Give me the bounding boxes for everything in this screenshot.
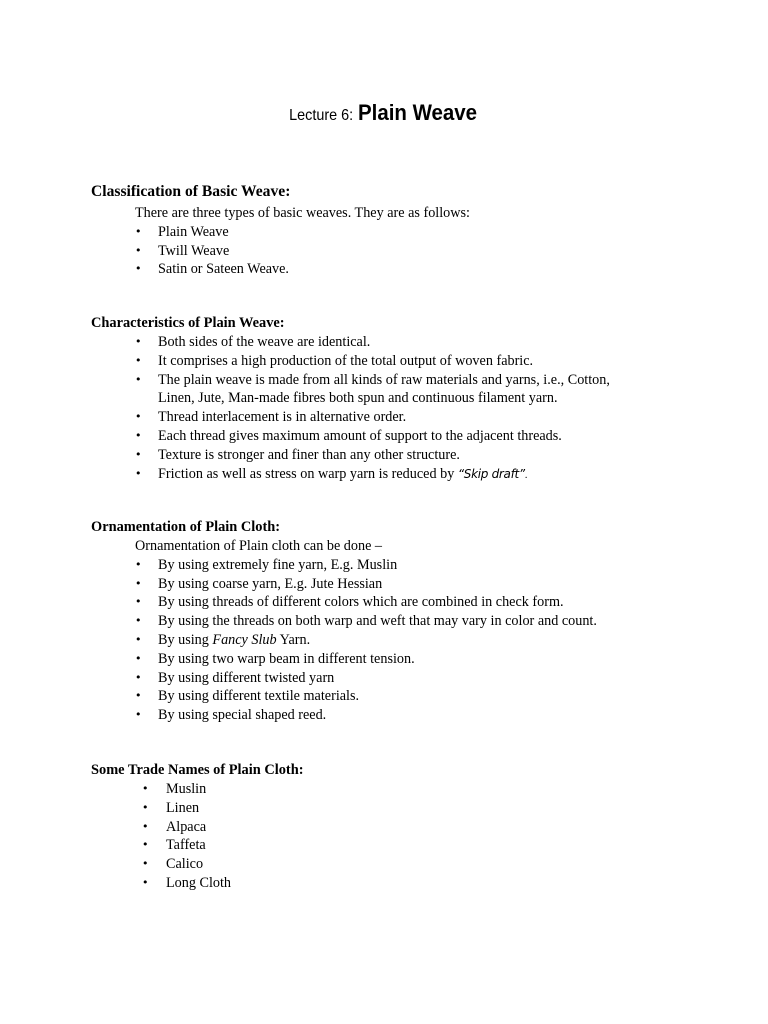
list-item: • Plain Weave [91, 223, 711, 242]
title-main: Plain Weave [357, 100, 477, 125]
list-item: • By using extremely fine yarn, E.g. Muslin [91, 556, 711, 575]
characteristics-section [91, 314, 711, 485]
ornamentation-heading: Ornamentation of Plain Cloth: [91, 519, 281, 535]
list-item: • By using two warp beam in different tension. [91, 650, 711, 669]
fancy-slub-emphasis: Fancy Slub [212, 631, 277, 648]
ornamentation-intro: Ornamentation of Plain cloth can be done – [135, 538, 383, 554]
classification-section [91, 183, 711, 279]
ornamentation-section [91, 518, 711, 725]
list-item: • By using the threads on both warp and weft that may vary in color and count. [91, 612, 711, 631]
list-item: • Taffeta [91, 836, 711, 855]
list-item: • Muslin [91, 780, 711, 799]
page-title [0, 100, 768, 126]
list-item: • By using different textile materials. [91, 687, 711, 706]
list-item: • Both sides of the weave are identical. [91, 333, 711, 352]
list-item: • It comprises a high production of the total output of woven fabric. [91, 352, 711, 371]
list-item: • The plain weave is made from all kinds of raw materials and yarns, i.e., Cotton, Linen, Jute, Man-made fibres both spun and continuous filament yarn. [91, 371, 648, 409]
list-item [91, 465, 711, 486]
list-item: • Twill Weave [91, 242, 711, 261]
list-item-text: By using [158, 631, 213, 648]
list-item: • Thread interlacement is in alternative order. [91, 408, 711, 427]
trade-names-section [91, 761, 711, 893]
list-item: • Alpaca [91, 818, 711, 837]
characteristics-list [91, 333, 711, 485]
ornamentation-list [91, 556, 711, 725]
list-item: • Calico [91, 855, 711, 874]
classification-list [91, 223, 711, 279]
list-item: • Long Cloth [91, 874, 711, 893]
list-item-end: . [524, 469, 528, 481]
list-item [91, 631, 711, 650]
list-item: • Satin or Sateen Weave. [91, 260, 711, 279]
list-item-text: Friction as well as stress on warp yarn is reduced by [158, 465, 458, 482]
trade-names-list [91, 780, 711, 893]
skip-draft-emphasis: “Skip draft” [457, 466, 525, 481]
classification-intro: There are three types of basic weaves. They are as follows: [135, 205, 470, 221]
characteristics-heading: Characteristics of Plain Weave: [91, 315, 285, 331]
list-item: • By using different twisted yarn [91, 669, 711, 688]
list-item: • Texture is stronger and finer than any other structure. [91, 446, 711, 465]
list-item: • Linen [91, 799, 711, 818]
list-item: • By using special shaped reed. [91, 706, 711, 725]
title-prefix: Lecture 6: [289, 107, 354, 124]
trade-names-heading: Some Trade Names of Plain Cloth: [91, 762, 304, 778]
classification-heading: Classification of Basic Weave: [91, 183, 291, 200]
list-item: • Each thread gives maximum amount of support to the adjacent threads. [91, 427, 711, 446]
list-item: • By using coarse yarn, E.g. Jute Hessian [91, 575, 711, 594]
list-item-text-end: Yarn. [276, 631, 311, 648]
list-item: • By using threads of different colors which are combined in check form. [91, 593, 711, 612]
